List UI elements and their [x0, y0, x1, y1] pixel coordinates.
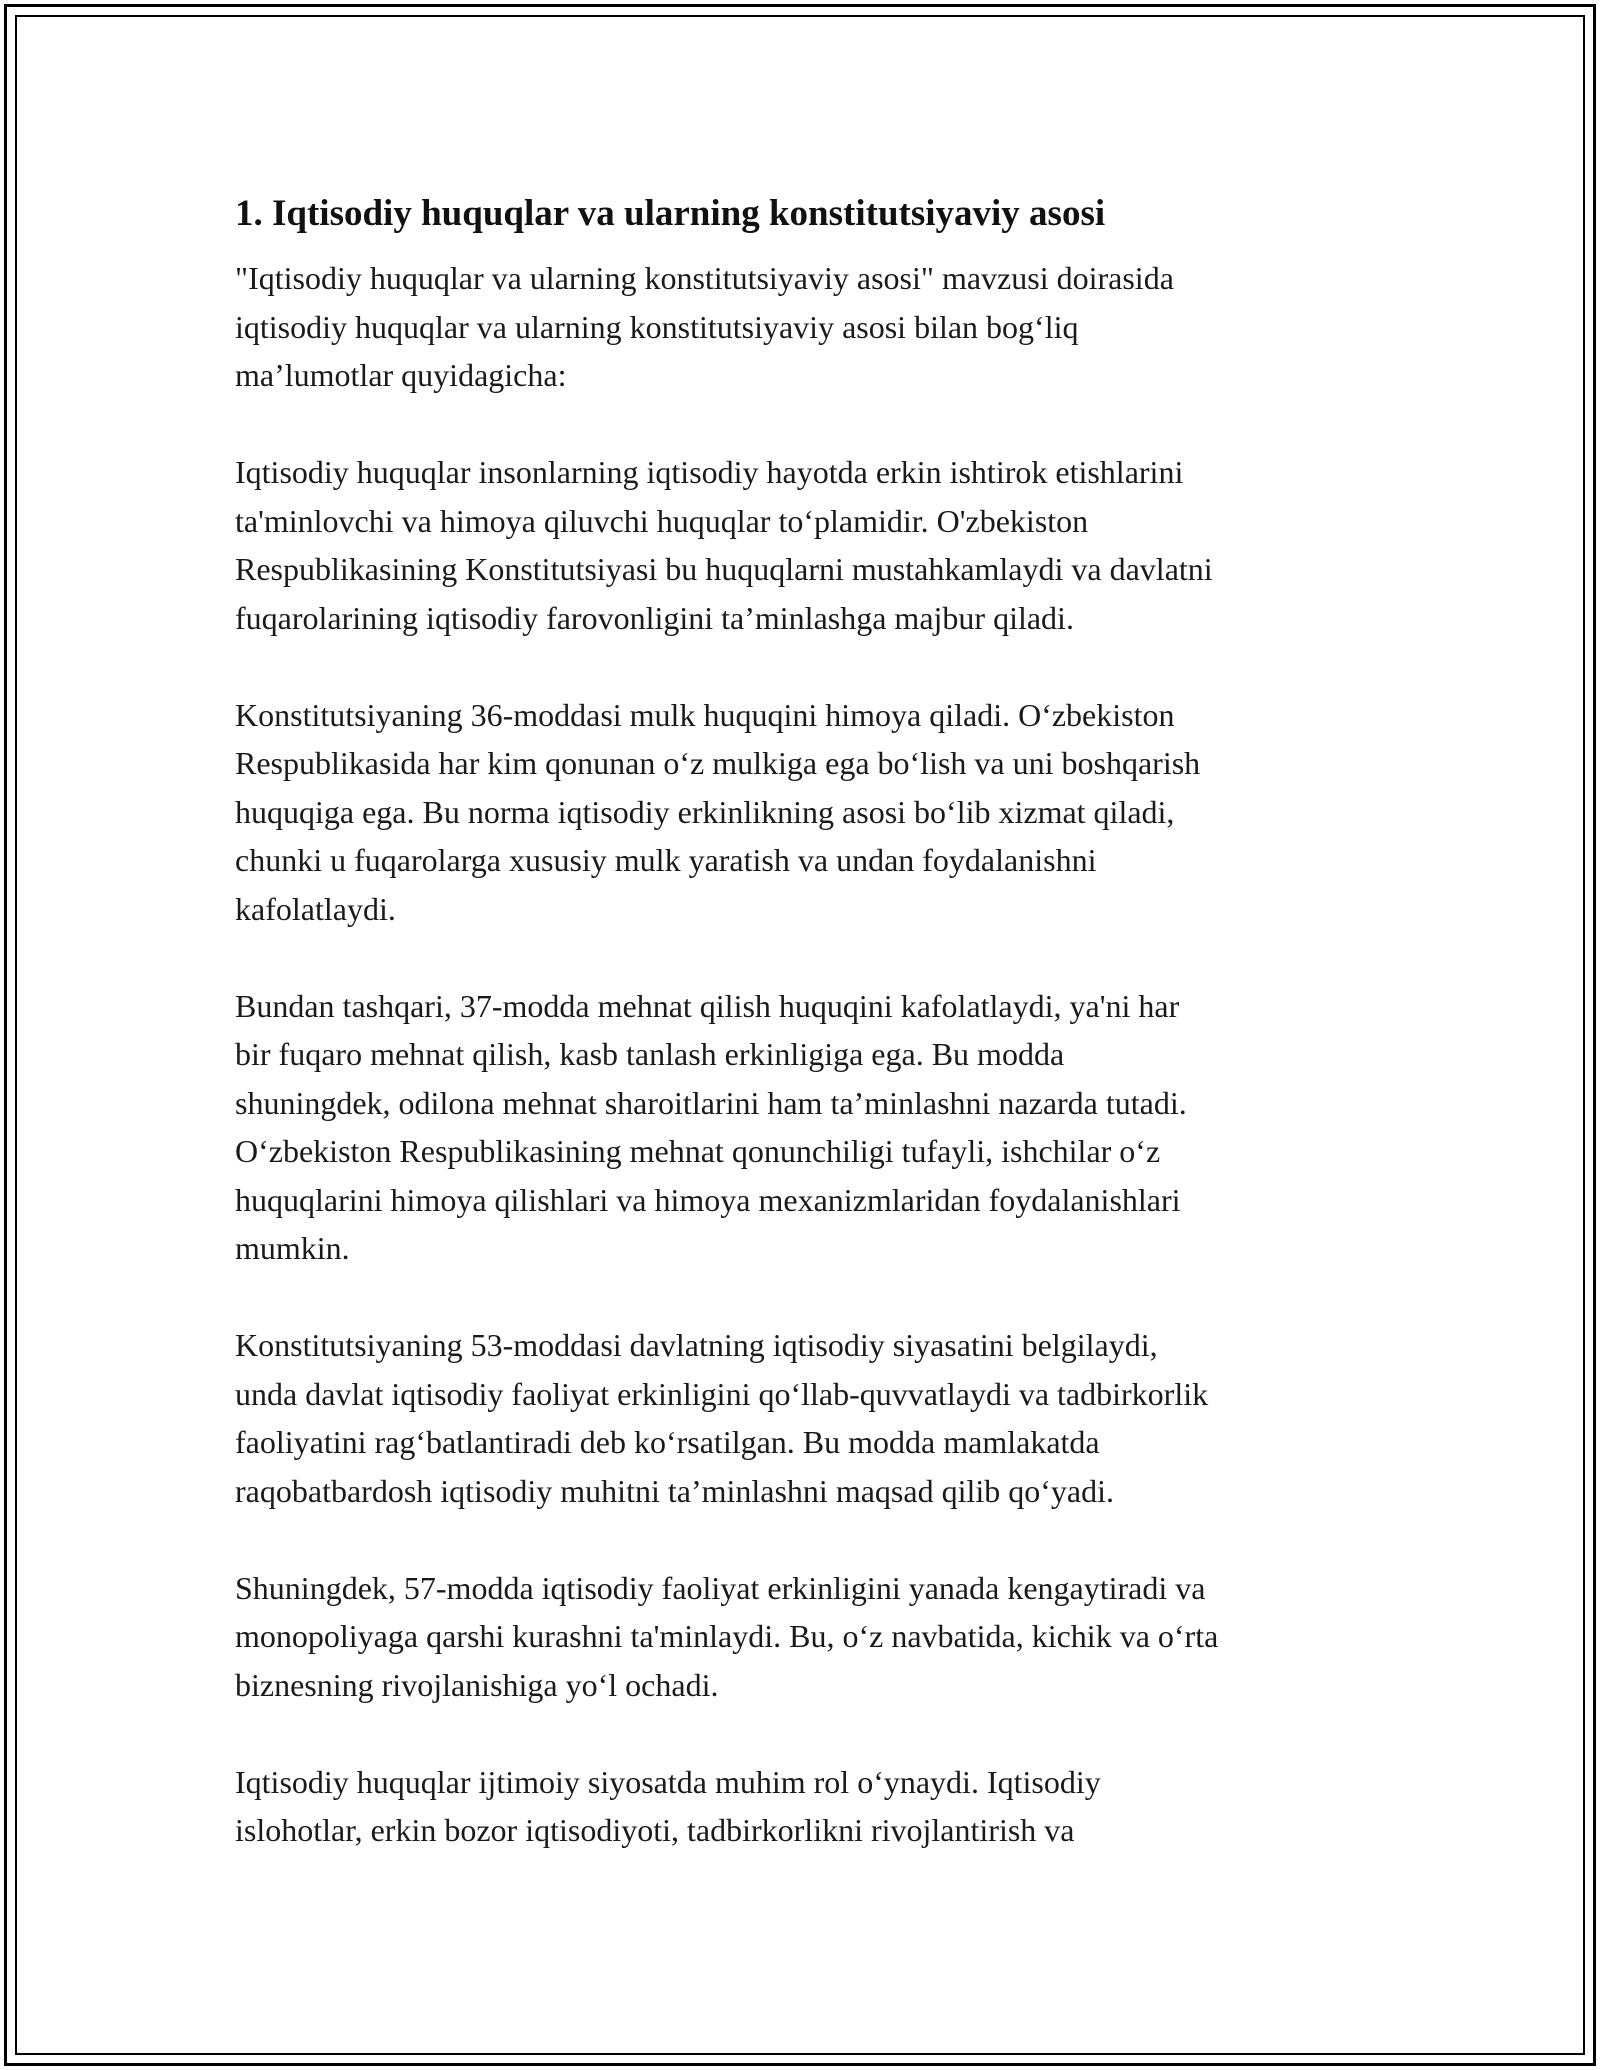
paragraph-line: ta'minlovchi va himoya qiluvchi huquqlar to‘plamidir. O'zbekiston — [235, 502, 1089, 539]
paragraph — [235, 1321, 1375, 1515]
paragraph-line: iqtisodiy huquqlar va ularning konstitutsiyaviy asosi bilan bog‘liq — [235, 308, 1079, 345]
paragraph-list — [235, 254, 1375, 1855]
paragraph-line: unda davlat iqtisodiy faoliyat erkinligini qo‘llab-quvvatlaydi va tadbirkorlik — [235, 1375, 1209, 1412]
paragraph-line: "Iqtisodiy huquqlar va ularning konstitutsiyaviy asosi" mavzusi doirasida — [235, 260, 1174, 296]
paragraph-line: chunki u fuqarolarga xususiy mulk yaratish va undan foydalanishni — [235, 842, 1097, 878]
document-body — [235, 184, 1375, 1903]
paragraph-line: Konstitutsiyaning 53-moddasi davlatning iqtisodiy siyasatini belgilaydi, — [235, 1327, 1158, 1363]
paragraph-line: fuqarolarining iqtisodiy farovonligini ta’minlashga majbur qiladi. — [235, 599, 1074, 636]
paragraph-line: biznesning rivojlanishiga yo‘l ochadi. — [235, 1666, 719, 1703]
paragraph-line: Iqtisodiy huquqlar ijtimoiy siyosatda muhim rol o‘ynaydi. Iqtisodiy — [235, 1763, 1101, 1800]
paragraph-line: islohotlar, erkin bozor iqtisodiyoti, tadbirkorlikni rivojlantirish va — [235, 1812, 1075, 1848]
paragraph-line: mumkin. — [235, 1230, 350, 1266]
paragraph-line: O‘zbekiston Respublikasining mehnat qonunchiligi tufayli, ishchilar o‘z — [235, 1133, 1161, 1169]
paragraph-line: faoliyatini rag‘batlantiradi deb ko‘rsatilgan. Bu modda mamlakatda — [235, 1424, 1100, 1460]
paragraph-line: ma’lumotlar quyidagicha: — [235, 357, 567, 393]
paragraph — [235, 982, 1375, 1273]
paragraph-line: kafolatlaydi. — [235, 890, 396, 927]
paragraph-line: shuningdek, odilona mehnat sharoitlarini ham ta’minlashni nazarda tutadi. — [235, 1084, 1187, 1121]
paragraph — [235, 254, 1375, 400]
paragraph — [235, 1564, 1375, 1710]
paragraph — [235, 448, 1375, 642]
paragraph-line: raqobatbardosh iqtisodiy muhitni ta’minlashni maqsad qilib qo‘yadi. — [235, 1472, 1114, 1509]
section-heading: 1. Iqtisodiy huquqlar va ularning konstitutsiyaviy asosi — [235, 193, 1106, 234]
paragraph-line: huquqlarini himoya qilishlari va himoya mexanizmlaridan foydalanishlari — [235, 1181, 1181, 1218]
paragraph-line: Konstitutsiyaning 36-moddasi mulk huquqini himoya qiladi. O‘zbekiston — [235, 696, 1175, 733]
paragraph-line: Respublikasida har kim qonunan o‘z mulkiga ega bo‘lish va uni boshqarish — [235, 745, 1201, 781]
paragraph — [235, 1758, 1375, 1855]
paragraph-line: Shuningdek, 57-modda iqtisodiy faoliyat erkinligini yanada kengaytiradi va — [235, 1569, 1206, 1606]
paragraph-line: Iqtisodiy huquqlar insonlarning iqtisodiy hayotda erkin ishtirok etishlarini — [235, 454, 1184, 490]
paragraph-line: huquqiga ega. Bu norma iqtisodiy erkinlikning asosi bo‘lib xizmat qiladi, — [235, 793, 1175, 830]
paragraph-line: Respublikasining Konstitutsiyasi bu huquqlarni mustahkamlaydi va davlatni — [235, 551, 1213, 587]
paragraph-line: bir fuqaro mehnat qilish, kasb tanlash erkinligiga ega. Bu modda — [235, 1036, 1065, 1072]
paragraph-line: monopoliyaga qarshi kurashni ta'minlaydi. Bu, o‘z navbatida, kichik va o‘rta — [235, 1618, 1219, 1654]
paragraph — [235, 691, 1375, 934]
paragraph-line: Bundan tashqari, 37-modda mehnat qilish huquqini kafolatlaydi, ya'ni har — [235, 987, 1180, 1024]
